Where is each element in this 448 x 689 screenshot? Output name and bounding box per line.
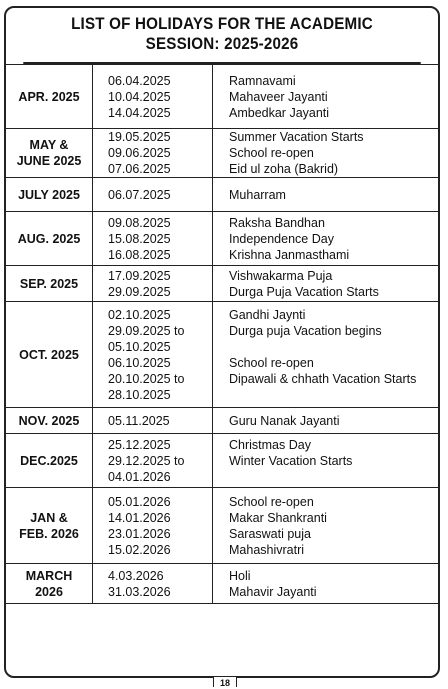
events-cell (213, 266, 439, 302)
holiday-name: Raksha Bandhan (229, 215, 325, 230)
table-row (6, 488, 438, 564)
holiday-date: 25.12.2025 (108, 437, 171, 452)
holiday-name: School re-open (229, 355, 314, 370)
month-cell (6, 129, 93, 178)
events-cell (213, 65, 439, 129)
month-label: MAY & (29, 138, 69, 152)
holiday-date: 28.10.2025 (108, 387, 171, 402)
page-title (23, 6, 420, 64)
table-row (6, 129, 438, 178)
holiday-name: School re-open (229, 146, 314, 160)
month-cell (6, 178, 93, 212)
holiday-name: Dipawali & chhath Vacation Starts (229, 371, 417, 386)
dates-cell (93, 266, 213, 302)
events-cell (213, 564, 439, 604)
events-cell (213, 408, 439, 434)
holiday-date: 14.04.2025 (108, 105, 171, 120)
holiday-name: Guru Nanak Jayanti (229, 413, 340, 428)
month-cell (6, 212, 93, 266)
dates-cell (93, 212, 213, 266)
month-label: MARCH (25, 568, 73, 583)
month-label: APR. 2025 (18, 89, 80, 104)
month-cell (6, 65, 93, 129)
table-row (6, 434, 438, 488)
holiday-date: 15.08.2025 (108, 231, 171, 246)
month-label: SEP. 2025 (19, 276, 79, 291)
dates-cell (93, 408, 213, 434)
dates-cell (93, 302, 213, 408)
month-cell (6, 408, 93, 434)
holiday-date: 20.10.2025 to (108, 371, 185, 386)
holiday-date: 07.06.2025 (108, 162, 171, 176)
holiday-date: 19.05.2025 (108, 130, 171, 144)
events-cell (213, 302, 439, 408)
month-label: OCT. 2025 (19, 347, 79, 362)
dates-cell (93, 564, 213, 604)
holiday-name: School re-open (229, 494, 314, 509)
holiday-table (6, 64, 438, 604)
month-label: NOV. 2025 (18, 413, 80, 428)
holiday-name: Saraswati puja (229, 526, 311, 541)
events-cell (213, 434, 439, 488)
holiday-name (229, 469, 438, 485)
holiday-name: Ambedkar Jayanti (229, 105, 330, 120)
table-row (6, 65, 438, 129)
holiday-date: 06.04.2025 (108, 73, 171, 88)
holiday-date: 10.04.2025 (108, 89, 171, 104)
holiday-date: 23.01.2026 (108, 526, 171, 541)
holiday-name: Durga Puja Vacation Starts (229, 284, 379, 299)
holiday-name: Christmas Day (229, 437, 311, 452)
holiday-date: 09.06.2025 (108, 146, 171, 160)
month-cell (6, 266, 93, 302)
holiday-name: Mahavir Jayanti (229, 584, 317, 599)
holiday-name: Durga puja Vacation begins (229, 323, 382, 338)
holiday-name: Gandhi Jaynti (229, 307, 306, 322)
month-label: DEC.2025 (20, 453, 78, 468)
events-cell (213, 212, 439, 266)
holiday-date: 29.09.2025 (108, 284, 171, 299)
table-row (6, 178, 438, 212)
holiday-name: Eid ul zoha (Bakrid) (229, 162, 339, 176)
month-label: JAN & (30, 510, 68, 525)
holiday-name: Holi (229, 568, 251, 583)
dates-cell (93, 434, 213, 488)
month-label: JUNE 2025 (16, 154, 82, 168)
dates-cell (93, 129, 213, 178)
holiday-name: Ramnavami (229, 73, 296, 88)
page-number: 18 (213, 676, 237, 687)
dates-cell (93, 488, 213, 564)
holiday-date: 14.01.2026 (108, 510, 171, 525)
events-cell (213, 129, 439, 178)
holiday-date: 16.08.2025 (108, 247, 171, 262)
holiday-date: 15.02.2026 (108, 542, 171, 557)
month-cell (6, 488, 93, 564)
holiday-date: 05.11.2025 (108, 413, 170, 428)
holiday-date: 06.07.2025 (108, 187, 171, 202)
holiday-date: 09.08.2025 (108, 215, 171, 230)
month-cell (6, 302, 93, 408)
holiday-date: 4.03.2026 (108, 568, 164, 583)
holiday-name: Mahashivratri (229, 542, 305, 557)
holiday-date: 05.01.2026 (108, 494, 171, 509)
holiday-date: 05.10.2025 (108, 339, 171, 354)
month-label: FEB. 2026 (19, 526, 79, 541)
holiday-date: 29.09.2025 to (108, 323, 185, 338)
dates-cell (93, 65, 213, 129)
holiday-date: 06.10.2025 (108, 355, 171, 370)
dates-cell (93, 178, 213, 212)
holiday-name: Winter Vacation Starts (229, 453, 353, 468)
holiday-date: 29.12.2025 to (108, 453, 185, 468)
title-line-2: SESSION: 2025-2026 (145, 35, 299, 53)
table-row (6, 564, 438, 604)
holiday-name (229, 339, 438, 355)
holiday-name: Makar Shankranti (229, 510, 327, 525)
month-label: JULY 2025 (18, 187, 80, 202)
holiday-date: 17.09.2025 (108, 268, 171, 283)
holiday-name (229, 387, 438, 403)
holiday-date: 04.01.2026 (108, 469, 171, 484)
holiday-name: Muharram (229, 187, 286, 202)
holiday-name: Krishna Janmasthami (229, 247, 350, 262)
month-label: AUG. 2025 (17, 231, 81, 246)
table-row (6, 266, 438, 302)
month-label: 2026 (35, 584, 63, 599)
holiday-name: Independence Day (229, 231, 334, 246)
month-cell (6, 434, 93, 488)
table-row (6, 408, 438, 434)
events-cell (213, 178, 439, 212)
table-row (6, 302, 438, 408)
holiday-name: Summer Vacation Starts (229, 130, 364, 144)
month-cell (6, 564, 93, 604)
holiday-date: 02.10.2025 (108, 307, 171, 322)
holiday-name: Vishwakarma Puja (229, 268, 333, 283)
events-cell (213, 488, 439, 564)
holiday-name: Mahaveer Jayanti (229, 89, 328, 104)
table-row (6, 212, 438, 266)
holiday-date: 31.03.2026 (108, 584, 171, 599)
title-line-1: LIST OF HOLIDAYS FOR THE ACADEMIC (71, 15, 373, 33)
